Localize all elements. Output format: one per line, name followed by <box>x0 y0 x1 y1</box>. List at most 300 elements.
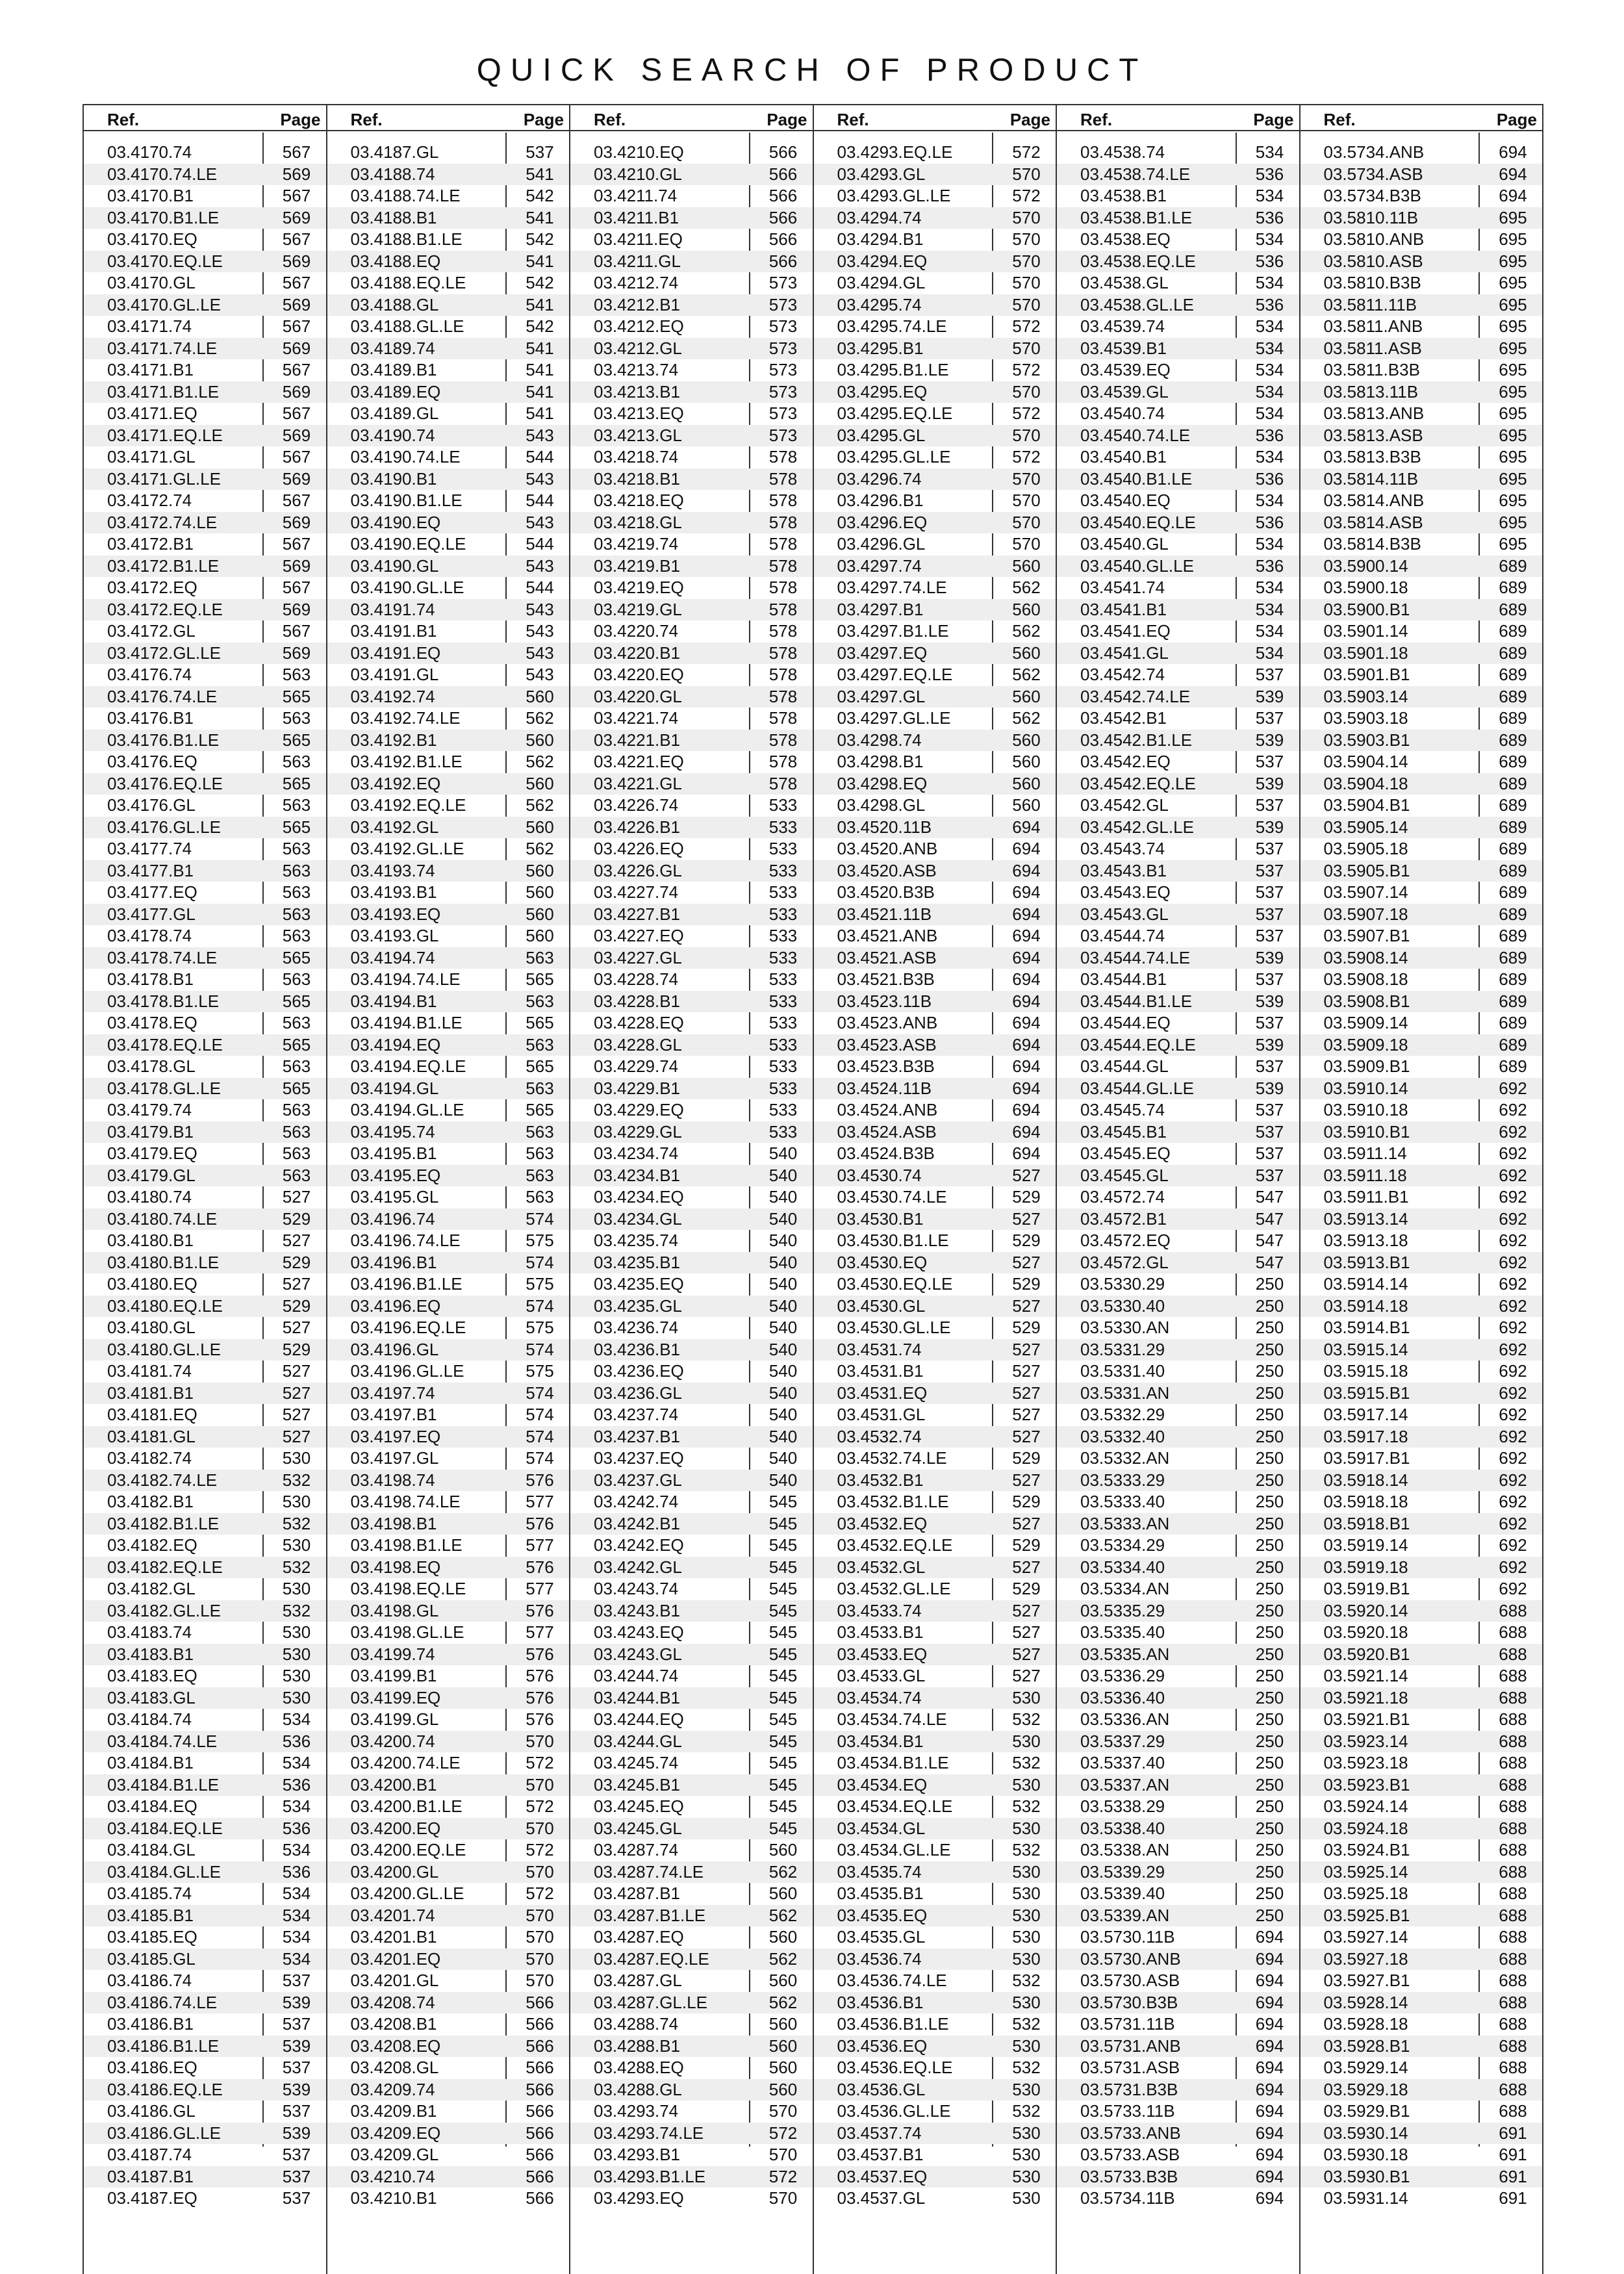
page-cell: 537 <box>1255 1121 1284 1142</box>
table-row <box>570 1078 813 1100</box>
page-cell: 542 <box>526 273 554 292</box>
page-cell: 570 <box>526 1861 554 1882</box>
page-cell: 532 <box>1012 1971 1041 1990</box>
page-cell: 533 <box>768 860 798 880</box>
page-cell: 694 <box>1012 860 1041 880</box>
table-row <box>814 1361 1056 1383</box>
table-row <box>814 1078 1056 1100</box>
table-row <box>1300 1644 1543 1666</box>
table-row <box>1300 1165 1543 1187</box>
table-row <box>570 1644 813 1666</box>
ref-cell: 03.4179.GL <box>107 1165 196 1185</box>
ref-cell: 03.4191.GL <box>350 665 439 684</box>
ref-cell: 03.4530.EQ.LE <box>837 1274 953 1294</box>
table-row <box>1057 947 1299 969</box>
page-cell: 540 <box>768 1339 798 1359</box>
page-cell: 545 <box>768 1818 798 1838</box>
table-row <box>570 1426 813 1448</box>
table-row <box>814 1948 1056 1971</box>
page-cell: 533 <box>768 795 798 815</box>
page-cell: 560 <box>526 904 554 924</box>
table-row <box>570 1839 813 1861</box>
page-cell: 530 <box>1012 1948 1041 1969</box>
page-cell: 692 <box>1499 1187 1527 1207</box>
table-row <box>570 1905 813 1927</box>
table-row <box>814 1143 1056 1165</box>
page-cell: 565 <box>282 991 311 1011</box>
page-cell: 530 <box>1012 2166 1041 2186</box>
table-row <box>327 2101 570 2123</box>
ref-cell: 03.4199.B1 <box>350 1666 437 1685</box>
ref-cell: 03.4172.EQ <box>107 578 197 597</box>
page-cell: 560 <box>768 1840 798 1859</box>
page-cell: 533 <box>768 904 798 924</box>
ref-cell: 03.4184.GL <box>107 1840 196 1859</box>
page-cell: 562 <box>1012 708 1041 728</box>
ref-cell: 03.4236.EQ <box>594 1361 684 1381</box>
page-cell: 562 <box>768 1905 798 1925</box>
ref-cell: 03.4211.B1 <box>594 207 679 227</box>
ref-cell: 03.5731.ASB <box>1080 2058 1180 2077</box>
page-cell: 578 <box>768 491 798 510</box>
ref-cell: 03.4298.B1 <box>837 752 924 771</box>
ref-cell: 03.4182.EQ.LE <box>107 1557 223 1577</box>
page-cell: 694 <box>1499 186 1527 205</box>
page-cell: 570 <box>526 1731 554 1751</box>
ref-cell: 03.5908.B1 <box>1323 991 1410 1011</box>
table-row <box>327 1687 570 1709</box>
ref-cell: 03.4213.EQ <box>594 403 684 423</box>
table-row <box>814 1426 1056 1448</box>
page-cell: 570 <box>1012 425 1041 445</box>
page-cell: 574 <box>526 1448 554 1468</box>
table-row <box>570 2036 813 2058</box>
table-row <box>814 1186 1056 1208</box>
page-cell: 692 <box>1499 1231 1527 1250</box>
table-row <box>327 468 570 491</box>
ref-cell: 03.4188.B1.LE <box>350 229 463 249</box>
table-row <box>1300 708 1543 730</box>
table-row <box>327 1796 570 1818</box>
ref-cell: 03.4539.GL <box>1080 381 1169 402</box>
table-row <box>84 1557 326 1579</box>
page-cell: 544 <box>526 534 554 554</box>
table-row <box>814 773 1056 795</box>
ref-cell: 03.5903.18 <box>1323 708 1408 728</box>
ref-cell: 03.4179.74 <box>107 1100 192 1119</box>
ref-cell: 03.4220.B1 <box>594 643 681 663</box>
ref-cell: 03.4545.B1 <box>1080 1121 1167 1142</box>
page-cell: 695 <box>1499 425 1527 445</box>
ref-cell: 03.4521.ASB <box>837 947 937 967</box>
table-row <box>327 947 570 969</box>
ref-cell: 03.5930.14 <box>1323 2123 1408 2143</box>
page-cell: 694 <box>1012 947 1041 967</box>
page-cell: 540 <box>768 1296 798 1316</box>
page-cell: 694 <box>1012 882 1041 902</box>
table-row <box>1057 164 1299 186</box>
page-cell: 537 <box>526 142 554 162</box>
table-row <box>327 773 570 795</box>
table-row <box>84 294 326 316</box>
row-list <box>84 142 326 2210</box>
page-cell: 570 <box>526 1818 554 1838</box>
ref-cell: 03.4531.74 <box>837 1339 922 1359</box>
table-row <box>570 359 813 381</box>
page-cell: 530 <box>1012 1927 1041 1947</box>
column-header <box>570 104 813 131</box>
ref-cell: 03.4172.GL.LE <box>107 643 221 663</box>
page-cell: 562 <box>1012 621 1041 641</box>
page-cell: 537 <box>282 2101 311 2121</box>
table-row <box>1300 1687 1543 1709</box>
page-cell: 695 <box>1499 294 1527 314</box>
table-row <box>1300 577 1543 599</box>
ref-cell: 03.4200.EQ <box>350 1818 441 1838</box>
page-cell: 576 <box>526 1513 554 1533</box>
page-cell: 689 <box>1499 730 1527 750</box>
table-row <box>814 2166 1056 2188</box>
ref-cell: 03.4531.GL <box>837 1405 926 1424</box>
page-cell: 694 <box>1255 2058 1284 2077</box>
table-row <box>814 1535 1056 1557</box>
table-row <box>1057 643 1299 665</box>
ref-cell: 03.4211.EQ <box>594 229 683 249</box>
ref-cell: 03.4191.74 <box>350 599 435 619</box>
ref-cell: 03.4180.74 <box>107 1187 192 1207</box>
ref-cell: 03.4533.GL <box>837 1666 926 1685</box>
ref-cell: 03.5332.AN <box>1080 1448 1170 1468</box>
ref-cell: 03.5908.18 <box>1323 969 1408 989</box>
page-cell: 562 <box>1012 578 1041 597</box>
table-row <box>1300 882 1543 904</box>
page-cell: 539 <box>282 2036 311 2056</box>
ref-cell: 03.4208.B1 <box>350 2014 437 2034</box>
table-row <box>327 2057 570 2079</box>
ref-cell: 03.4193.GL <box>350 926 439 945</box>
table-row <box>1300 969 1543 991</box>
table-row <box>1057 359 1299 381</box>
ref-cell: 03.4186.B1 <box>107 2014 194 2034</box>
column-header <box>327 104 570 131</box>
index-column <box>1057 104 1300 2274</box>
table-row <box>814 1644 1056 1666</box>
ref-cell: 03.4200.GL.LE <box>350 1884 464 1903</box>
table-row <box>814 2123 1056 2145</box>
table-row <box>1300 2057 1543 2079</box>
page-cell: 689 <box>1499 599 1527 619</box>
ref-cell: 03.4235.74 <box>594 1231 679 1250</box>
page-cell: 569 <box>282 294 311 314</box>
page-cell: 569 <box>282 164 311 184</box>
page-cell: 560 <box>526 730 554 750</box>
page-cell: 250 <box>1255 1796 1284 1816</box>
page-cell: 574 <box>526 1208 554 1229</box>
page-cell: 572 <box>768 2166 798 2186</box>
ref-cell: 03.4184.GL.LE <box>107 1861 221 1882</box>
page-cell: 534 <box>282 1840 311 1859</box>
table-row <box>814 664 1056 686</box>
ref-cell: 03.4186.GL.LE <box>107 2123 221 2143</box>
table-row <box>814 1839 1056 1861</box>
page-cell: 692 <box>1499 1252 1527 1272</box>
table-row <box>570 533 813 556</box>
page-cell: 574 <box>526 1296 554 1316</box>
table-row <box>814 795 1056 817</box>
page-cell: 529 <box>1012 1535 1041 1555</box>
table-row <box>814 1339 1056 1361</box>
ref-cell: 03.5814.11B <box>1323 468 1419 489</box>
ref-cell: 03.4539.B1 <box>1080 338 1167 358</box>
ref-cell: 03.4520.B3B <box>837 882 935 902</box>
ref-cell: 03.4196.EQ.LE <box>350 1318 466 1337</box>
page-cell: 543 <box>526 425 554 445</box>
page-cell: 689 <box>1499 752 1527 771</box>
ref-cell: 03.4228.GL <box>594 1034 682 1054</box>
ref-cell: 03.4243.GL <box>594 1644 682 1664</box>
table-row <box>814 1491 1056 1513</box>
ref-cell: 03.4536.B1.LE <box>837 2014 949 2034</box>
table-row <box>1057 1883 1299 1905</box>
table-row <box>814 381 1056 403</box>
table-row <box>1057 817 1299 839</box>
page-cell: 537 <box>1255 795 1284 815</box>
page-cell: 250 <box>1255 1731 1284 1751</box>
table-row <box>327 1513 570 1535</box>
table-row <box>84 2166 326 2188</box>
page-cell: 527 <box>282 1426 311 1446</box>
ref-cell: 03.4177.B1 <box>107 860 194 880</box>
table-row <box>814 229 1056 251</box>
ref-cell: 03.5918.B1 <box>1323 1513 1410 1533</box>
ref-cell: 03.4572.B1 <box>1080 1208 1167 1229</box>
ref-cell: 03.4188.GL.LE <box>350 316 464 336</box>
page-cell: 695 <box>1499 229 1527 249</box>
table-row <box>1300 185 1543 207</box>
table-row <box>327 338 570 360</box>
table-row <box>570 272 813 294</box>
table-row <box>570 185 813 207</box>
page-cell: 536 <box>1255 164 1284 184</box>
page-cell: 566 <box>768 164 798 184</box>
table-row <box>570 207 813 229</box>
page-cell: 689 <box>1499 643 1527 663</box>
ref-cell: 03.4182.GL.LE <box>107 1600 221 1620</box>
table-row <box>814 425 1056 447</box>
page-cell: 527 <box>1012 1165 1041 1185</box>
page-cell: 545 <box>768 1557 798 1577</box>
table-row <box>1300 1317 1543 1339</box>
ref-cell: 03.5337.AN <box>1080 1774 1170 1795</box>
page-cell: 547 <box>1255 1208 1284 1229</box>
page-cell: 534 <box>1255 316 1284 336</box>
ref-cell: 03.4194.GL <box>350 1078 439 1098</box>
table-row <box>1057 1513 1299 1535</box>
page-cell: 576 <box>526 1687 554 1707</box>
table-row <box>327 577 570 599</box>
table-row <box>327 1426 570 1448</box>
table-row <box>1300 251 1543 273</box>
ref-cell: 03.4534.GL.LE <box>837 1840 951 1859</box>
ref-cell: 03.5907.14 <box>1323 882 1408 902</box>
page-cell: 689 <box>1499 839 1527 858</box>
page-cell: 534 <box>1255 403 1284 423</box>
page-cell: 534 <box>282 1905 311 1925</box>
ref-cell: 03.5330.29 <box>1080 1274 1165 1294</box>
page-cell: 689 <box>1499 1056 1527 1076</box>
table-row <box>570 1491 813 1513</box>
table-row <box>1057 294 1299 316</box>
page-cell: 250 <box>1255 1840 1284 1859</box>
table-row <box>84 1273 326 1296</box>
page-cell: 530 <box>1012 1687 1041 1707</box>
page-cell: 563 <box>282 904 311 924</box>
page-cell: 527 <box>1012 1361 1041 1381</box>
page-cell: 534 <box>282 1927 311 1947</box>
page-cell: 534 <box>1255 273 1284 292</box>
page-cell: 532 <box>1012 1840 1041 1859</box>
page-cell: 533 <box>768 1034 798 1054</box>
page-cell: 689 <box>1499 991 1527 1011</box>
page-cell: 569 <box>282 643 311 663</box>
ref-cell: 03.4542.B1.LE <box>1080 730 1193 750</box>
table-row <box>570 1208 813 1231</box>
table-row <box>327 1926 570 1948</box>
ref-cell: 03.4245.GL <box>594 1818 682 1838</box>
page-cell: 545 <box>768 1600 798 1620</box>
ref-cell: 03.4220.GL <box>594 686 682 706</box>
table-row <box>84 1970 326 1992</box>
ref-cell: 03.4208.74 <box>350 1992 435 2012</box>
page-cell: 572 <box>526 1840 554 1859</box>
table-row <box>84 1905 326 1927</box>
ref-cell: 03.4185.74 <box>107 1884 192 1903</box>
ref-cell: 03.4287.GL.LE <box>594 1992 707 2012</box>
ref-cell: 03.4244.B1 <box>594 1687 681 1707</box>
page-cell: 527 <box>1012 1513 1041 1533</box>
ref-cell: 03.5814.ANB <box>1323 491 1425 510</box>
ref-cell: 03.4178.EQ <box>107 1013 197 1032</box>
ref-cell: 03.4226.74 <box>594 795 679 815</box>
ref-cell: 03.4242.B1 <box>594 1513 681 1533</box>
table-row <box>814 947 1056 969</box>
table-row <box>327 1383 570 1405</box>
table-row <box>814 1208 1056 1231</box>
table-row <box>570 1339 813 1361</box>
table-row <box>84 1818 326 1840</box>
ref-cell: 03.5813.11B <box>1323 381 1419 402</box>
table-row <box>1057 251 1299 273</box>
table-row <box>84 359 326 381</box>
page-cell: 562 <box>526 708 554 728</box>
ref-cell: 03.4178.74 <box>107 926 192 945</box>
table-row <box>570 1034 813 1056</box>
ref-cell: 03.5336.29 <box>1080 1666 1165 1685</box>
table-row <box>1300 1578 1543 1600</box>
page-cell: 250 <box>1255 1361 1284 1381</box>
page-cell: 570 <box>1012 207 1041 227</box>
ref-cell: 03.5335.29 <box>1080 1600 1165 1620</box>
table-row <box>1300 643 1543 665</box>
page-cell: 566 <box>768 142 798 162</box>
page-cell: 541 <box>526 338 554 358</box>
page-cell: 578 <box>768 512 798 532</box>
ref-cell: 03.4194.GL.LE <box>350 1100 464 1119</box>
ref-cell: 03.4178.GL <box>107 1056 196 1076</box>
ref-cell: 03.4199.EQ <box>350 1687 441 1707</box>
ref-cell: 03.4197.74 <box>350 1383 435 1403</box>
table-row <box>84 1731 326 1753</box>
table-row <box>327 1839 570 1861</box>
ref-cell: 03.5915.B1 <box>1323 1383 1410 1403</box>
table-row <box>1300 817 1543 839</box>
table-row <box>327 751 570 773</box>
ref-cell: 03.5914.18 <box>1323 1296 1408 1316</box>
table-row <box>1300 1186 1543 1208</box>
ref-cell: 03.5333.AN <box>1080 1513 1170 1533</box>
table-row <box>84 316 326 338</box>
ref-cell: 03.4181.GL <box>107 1426 196 1446</box>
page-cell: 692 <box>1499 1143 1527 1163</box>
page-cell: 688 <box>1499 1948 1527 1969</box>
ref-cell: 03.5918.14 <box>1323 1470 1408 1490</box>
page-cell: 573 <box>768 273 798 292</box>
table-row <box>814 2188 1056 2210</box>
ref-header: Ref. <box>107 110 140 129</box>
page-cell: 537 <box>282 2058 311 2077</box>
ref-cell: 03.4192.GL.LE <box>350 839 464 858</box>
ref-cell: 03.4221.GL <box>594 773 682 793</box>
page-cell: 692 <box>1499 1513 1527 1533</box>
table-row <box>814 1796 1056 1818</box>
table-row <box>1057 2057 1299 2079</box>
table-row <box>1057 1317 1299 1339</box>
table-row <box>327 620 570 643</box>
ref-cell: 03.5908.14 <box>1323 947 1408 967</box>
table-row <box>327 1404 570 1426</box>
column-header <box>1057 104 1299 131</box>
table-row <box>1057 1252 1299 1274</box>
page-cell: 566 <box>768 186 798 205</box>
table-row <box>1057 1557 1299 1579</box>
ref-cell: 03.5334.29 <box>1080 1535 1165 1555</box>
table-row <box>327 1034 570 1056</box>
ref-cell: 03.4288.EQ <box>594 2058 684 2077</box>
ref-cell: 03.4543.B1 <box>1080 860 1167 880</box>
ref-cell: 03.4242.GL <box>594 1557 682 1577</box>
table-row <box>1300 316 1543 338</box>
page-cell: 562 <box>526 795 554 815</box>
ref-cell: 03.4212.GL <box>594 338 682 358</box>
page-cell: 530 <box>282 1687 311 1707</box>
page-cell: 572 <box>768 2123 798 2143</box>
page-cell: 562 <box>768 1948 798 1969</box>
page-cell: 567 <box>282 491 311 510</box>
table-row <box>84 1665 326 1687</box>
ref-cell: 03.5332.29 <box>1080 1405 1165 1424</box>
ref-cell: 03.4201.EQ <box>350 1948 441 1969</box>
table-row <box>84 272 326 294</box>
page-cell: 532 <box>1012 2014 1041 2034</box>
table-row <box>1300 1470 1543 1492</box>
ref-cell: 03.4186.74.LE <box>107 1992 218 2012</box>
table-row <box>327 1470 570 1492</box>
table-row <box>1300 1839 1543 1861</box>
ref-cell: 03.4244.74 <box>594 1666 679 1685</box>
page-cell: 692 <box>1499 1492 1527 1511</box>
page-cell: 578 <box>768 578 798 597</box>
table-row <box>1057 1839 1299 1861</box>
